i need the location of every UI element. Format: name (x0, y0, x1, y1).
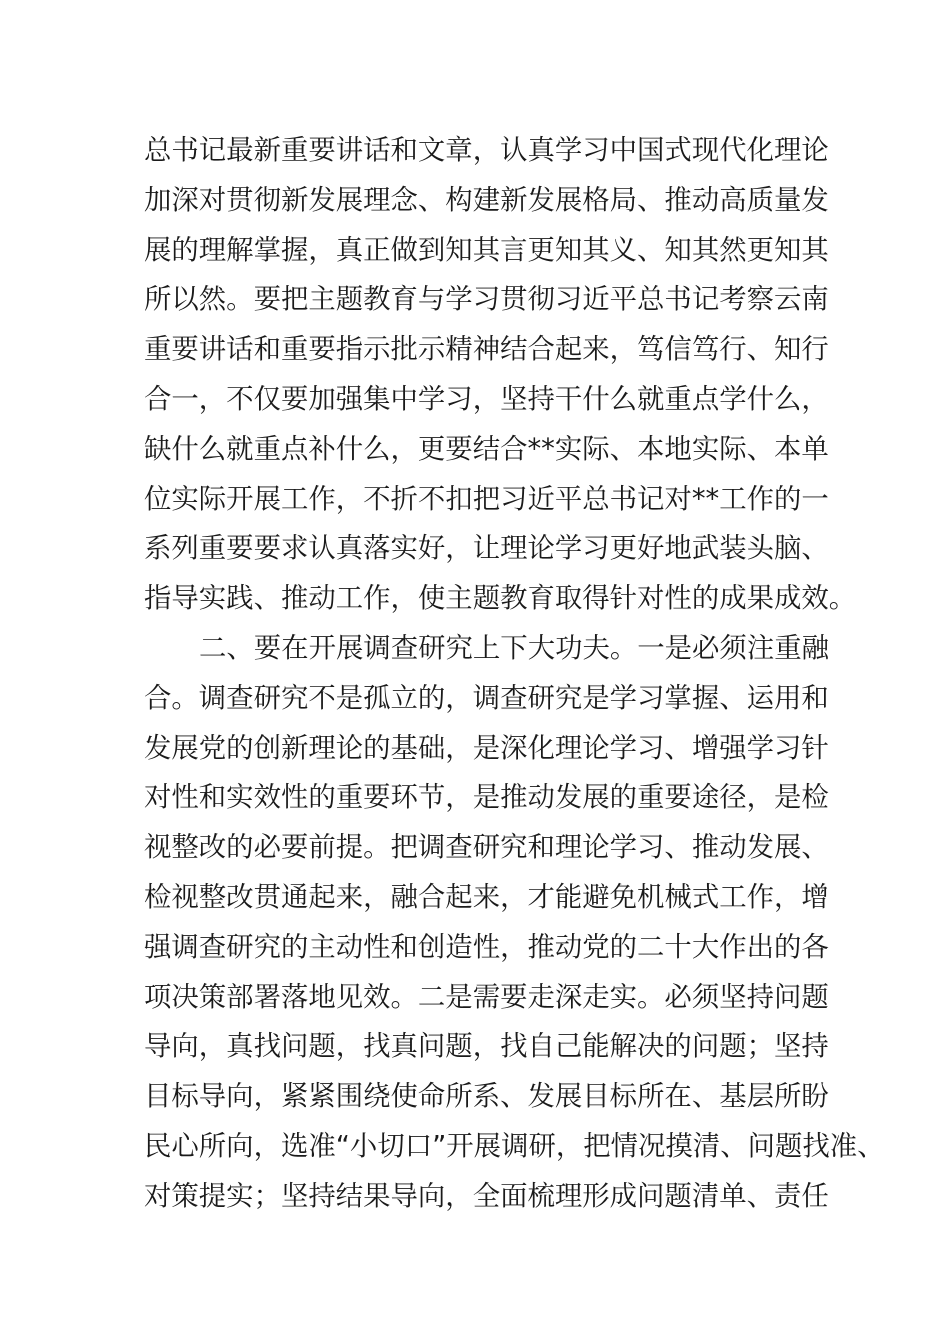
text-line: 展的理解掌握，真正做到知其言更知其义、知其然更知其 (144, 234, 829, 266)
text-line: 导向，真找问题，找真问题，找自己能解决的问题；坚持 (144, 1031, 829, 1063)
text-line: 视整改的必要前提。把调查研究和理论学习、推动发展、 (144, 832, 829, 864)
text-line: 系列重要要求认真落实好，让理论学习更好地武装头脑、 (144, 533, 829, 565)
text-line: 总书记最新重要讲话和文章，认真学习中国式现代化理论 (144, 135, 829, 166)
text-line: 检视整改贯通起来，融合起来，才能避免机械式工作，增 (144, 881, 829, 913)
text-line: 发展党的创新理论的基础，是深化理论学习、增强学习针 (144, 732, 829, 764)
text-line: 民心所向，选准“小切口”开展调研，把情况摸清、问题找准、 (144, 1130, 885, 1162)
section-heading-line: 二、要在开展调查研究上下大功夫。一是必须注重融 (199, 632, 829, 664)
text-line: 对性和实效性的重要环节，是推动发展的重要途径，是检 (144, 782, 829, 814)
text-line: 目标导向，紧紧围绕使命所系、发展目标所在、基层所盼 (144, 1081, 829, 1113)
text-line: 对策提实；坚持结果导向，全面梳理形成问题清单、责任 (144, 1180, 829, 1212)
text-line: 缺什么就重点补什么，更要结合**实际、本地实际、本单 (144, 433, 829, 465)
text-line: 重要讲话和重要指示批示精神结合起来，笃信笃行、知行 (144, 334, 829, 366)
text-line: 合。调查研究不是孤立的，调查研究是学习掌握、运用和 (144, 682, 829, 714)
text-line: 项决策部署落地见效。二是需要走深走实。必须坚持问题 (144, 981, 829, 1013)
text-line: 指导实践、推动工作，使主题教育取得针对性的成果成效。 (144, 583, 857, 615)
document-page (144, 126, 885, 1222)
text-line: 合一，不仅要加强集中学习，坚持干什么就重点学什么， (144, 383, 829, 415)
text-line: 强调查研究的主动性和创造性，推动党的二十大作出的各 (144, 931, 829, 963)
text-line: 加深对贯彻新发展理念、构建新发展格局、推动高质量发 (144, 184, 829, 216)
text-line: 位实际开展工作，不折不扣把习近平总书记对**工作的一 (144, 483, 829, 515)
text-line: 所以然。要把主题教育与学习贯彻习近平总书记考察云南 (144, 284, 829, 316)
